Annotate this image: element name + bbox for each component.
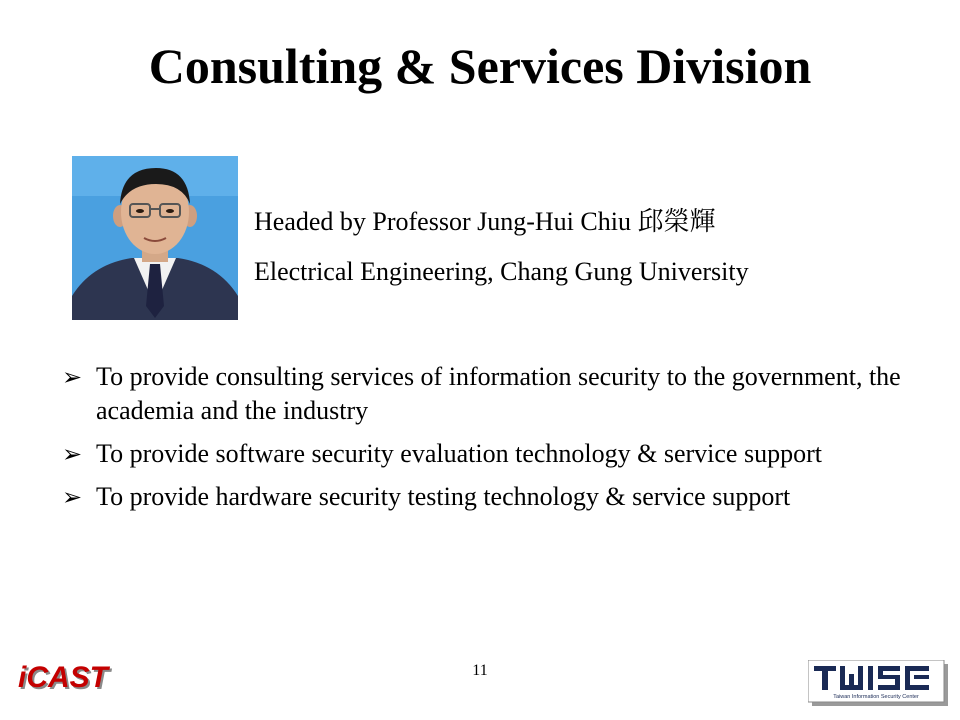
bullet-consulting	[62, 360, 902, 428]
service-bullet-list	[62, 360, 902, 523]
arrow-bullet-icon: ➢	[62, 483, 83, 511]
bullet-text: To provide hardware security testing technology & service support	[96, 482, 791, 511]
arrow-bullet-icon: ➢	[62, 363, 83, 391]
icast-logo: iCAST	[18, 661, 108, 694]
bullet-text: To provide software security evaluation technology & service support	[96, 439, 822, 468]
twisc-caption: Taiwan Information Security Center	[833, 694, 919, 700]
bullet-software-evaluation	[62, 437, 902, 471]
bullet-text: To provide consulting services of information security to the government, the academia and the industry	[96, 362, 901, 425]
department-affiliation: Electrical Engineering, Chang Gung University	[254, 257, 749, 286]
professor-photo	[72, 156, 238, 320]
page-number: 11	[472, 662, 488, 679]
slide-title: Consulting & Services Division	[148, 38, 812, 94]
bullet-hardware-testing	[62, 480, 902, 514]
twisc-logo	[808, 660, 948, 706]
head-of-division: Headed by Professor Jung-Hui Chiu 邱榮輝	[254, 207, 716, 236]
arrow-bullet-icon: ➢	[62, 440, 83, 468]
